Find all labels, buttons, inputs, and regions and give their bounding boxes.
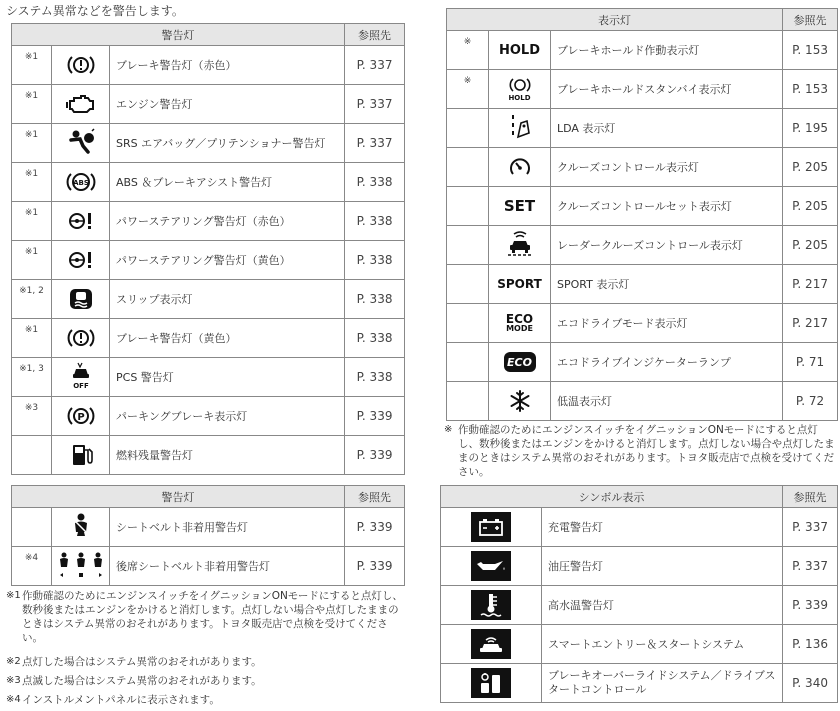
row-ref: P. 136 xyxy=(783,625,838,664)
row-desc: PCS 警告灯 xyxy=(110,358,345,397)
eco-mode-icon xyxy=(506,307,533,339)
row-mark: ※ xyxy=(447,70,489,109)
power-steering-icon xyxy=(66,206,96,236)
snowflake-icon xyxy=(508,386,532,416)
table-row xyxy=(441,508,838,547)
table-row xyxy=(447,31,838,70)
row-ref: P. 338 xyxy=(345,280,405,319)
row-desc: クルーズコントロールセット表示灯 xyxy=(551,187,783,226)
row-ref: P. 339 xyxy=(345,436,405,475)
hold-standby-label: HOLD xyxy=(508,94,531,102)
row-desc: 高水温警告灯 xyxy=(542,586,783,625)
row-ref: P. 339 xyxy=(783,586,838,625)
brake-warning-icon xyxy=(66,323,96,353)
set-icon: SET xyxy=(503,197,536,215)
row-mark xyxy=(12,508,52,547)
row-ref: P. 338 xyxy=(345,163,405,202)
row-mark xyxy=(447,265,489,304)
footnote-symbol: ※2 xyxy=(6,656,21,667)
table-row xyxy=(12,241,405,280)
table-header-title: 表示灯 xyxy=(447,9,783,31)
table-row xyxy=(12,46,405,85)
intro-text: システム異常などを警告します。 xyxy=(6,4,184,18)
row-ref: P. 338 xyxy=(345,202,405,241)
footnote-text: インストルメントパネルに表示されます。 xyxy=(22,694,220,706)
table-row xyxy=(447,265,838,304)
table-row xyxy=(447,304,838,343)
table-header-ref: 参照先 xyxy=(783,486,838,508)
srs-airbag-icon xyxy=(66,127,96,157)
table-row xyxy=(12,436,405,475)
table-header-ref: 参照先 xyxy=(345,486,405,508)
row-mark: ※1, 2 xyxy=(12,280,52,319)
table-header-ref: 参照先 xyxy=(783,9,838,31)
row-ref: P. 338 xyxy=(345,319,405,358)
footnote-text: 作動確認のためにエンジンスイッチをイグニッションONモードにすると点灯し、数秒後またはエンジンをかけると消灯します。点灯しない場合や点灯したままのときはシステム異常のおそれがあります。トヨタ販売店で点検を受けてください。 xyxy=(458,424,835,478)
row-mark: ※1, 3 xyxy=(12,358,52,397)
table-row xyxy=(12,397,405,436)
row-desc: SRS エアバッグ／プリテンショナー警告灯 xyxy=(110,124,345,163)
table-row xyxy=(447,343,838,382)
svg-text:OFF: OFF xyxy=(72,381,89,390)
coolant-temp-icon xyxy=(471,590,511,620)
table-row xyxy=(447,109,838,148)
row-desc: ブレーキ警告灯（赤色） xyxy=(110,46,345,85)
row-mark xyxy=(447,343,489,382)
sport-icon: SPORT xyxy=(497,277,542,291)
table-row xyxy=(12,319,405,358)
footnote-symbol: ※3 xyxy=(6,675,21,686)
row-ref: P. 153 xyxy=(783,31,838,70)
table-row xyxy=(12,280,405,319)
row-desc: ブレーキオーバーライドシステム／ドライブスタートコントロール xyxy=(542,664,783,703)
row-mark xyxy=(447,226,489,265)
row-mark: ※1 xyxy=(12,163,52,202)
row-ref: P. 71 xyxy=(783,343,838,382)
table-row xyxy=(447,226,838,265)
row-desc: 充電警告灯 xyxy=(542,508,783,547)
parking-brake-icon xyxy=(66,401,96,431)
row-ref: P. 337 xyxy=(783,547,838,586)
table-row xyxy=(12,124,405,163)
row-ref: P. 337 xyxy=(345,46,405,85)
row-mark: ※4 xyxy=(12,547,52,586)
table-row xyxy=(447,70,838,109)
row-desc: レーダークルーズコントロール表示灯 xyxy=(551,226,783,265)
row-desc: ブレーキホールド作動表示灯 xyxy=(551,31,783,70)
row-desc: パワーステアリング警告灯（赤色） xyxy=(110,202,345,241)
pcs-off-icon xyxy=(68,361,94,391)
cruise-control-icon xyxy=(508,152,532,182)
table-header-title: 警告灯 xyxy=(12,486,345,508)
row-desc: スマートエントリー＆スタートシステム xyxy=(542,625,783,664)
table-row xyxy=(441,586,838,625)
row-desc: パーキングブレーキ表示灯 xyxy=(110,397,345,436)
row-ref: P. 205 xyxy=(783,148,838,187)
footnote-3 xyxy=(6,674,404,688)
row-desc: 低温表示灯 xyxy=(551,382,783,421)
row-desc: シートベルト非着用警告灯 xyxy=(110,508,345,547)
svg-text:P: P xyxy=(76,411,85,423)
row-mark: ※1 xyxy=(12,319,52,358)
table-header-ref: 参照先 xyxy=(345,24,405,46)
row-ref: P. 217 xyxy=(783,304,838,343)
eco-indicator-icon: ECO xyxy=(504,352,536,372)
radar-cruise-icon xyxy=(505,229,535,259)
table-row xyxy=(441,547,838,586)
hold-icon: HOLD xyxy=(498,42,540,58)
row-mark xyxy=(447,187,489,226)
eco-mode-label: ECO xyxy=(505,312,534,326)
table-row xyxy=(441,664,838,703)
row-ref: P. 339 xyxy=(345,508,405,547)
footnote-symbol: ※ xyxy=(444,424,453,435)
row-desc: 燃料残量警告灯 xyxy=(110,436,345,475)
row-desc: パワーステアリング警告灯（黄色） xyxy=(110,241,345,280)
seatbelt-warning-table xyxy=(11,485,405,586)
footnote-text: 点滅した場合はシステム異常のおそれがあります。 xyxy=(22,675,262,687)
footnote-text: 点灯した場合はシステム異常のおそれがあります。 xyxy=(22,656,262,668)
row-ref: P. 337 xyxy=(345,85,405,124)
row-ref: P. 339 xyxy=(345,547,405,586)
footnote-4 xyxy=(6,693,404,707)
footnote-1 xyxy=(6,589,404,645)
table-row xyxy=(447,187,838,226)
smart-entry-icon xyxy=(471,629,511,659)
table-row xyxy=(12,508,405,547)
row-mark: ※1 xyxy=(12,46,52,85)
row-mark: ※1 xyxy=(12,85,52,124)
row-ref: P. 153 xyxy=(783,70,838,109)
table-row xyxy=(441,625,838,664)
table-row xyxy=(12,85,405,124)
row-ref: P. 205 xyxy=(783,187,838,226)
table-row xyxy=(12,163,405,202)
row-desc: 後席シートベルト非着用警告灯 xyxy=(110,547,345,586)
brake-warning-icon xyxy=(66,50,96,80)
row-desc: LDA 表示灯 xyxy=(551,109,783,148)
row-desc: クルーズコントロール表示灯 xyxy=(551,148,783,187)
slip-indicator-icon xyxy=(68,284,94,314)
indicator-light-table xyxy=(446,8,838,421)
table-header-title: 警告灯 xyxy=(12,24,345,46)
table-row xyxy=(12,358,405,397)
row-ref: P. 217 xyxy=(783,265,838,304)
row-mark: ※1 xyxy=(12,124,52,163)
footnote-symbol: ※1 xyxy=(6,590,21,601)
seatbelt-icon xyxy=(68,511,94,541)
fuel-icon xyxy=(68,440,94,470)
row-desc: エコドライブモード表示灯 xyxy=(551,304,783,343)
row-mark: ※1 xyxy=(12,202,52,241)
row-desc: スリップ表示灯 xyxy=(110,280,345,319)
row-mark xyxy=(447,148,489,187)
row-desc: ブレーキホールドスタンバイ表示灯 xyxy=(551,70,783,109)
brake-override-icon xyxy=(471,668,511,698)
row-mark xyxy=(447,109,489,148)
row-mark: ※1 xyxy=(12,241,52,280)
row-ref: P. 205 xyxy=(783,226,838,265)
row-desc: ABS ＆ブレーキアシスト警告灯 xyxy=(110,163,345,202)
row-mark: ※3 xyxy=(12,397,52,436)
row-desc: 油圧警告灯 xyxy=(542,547,783,586)
row-ref: P. 338 xyxy=(345,358,405,397)
hold-standby-icon xyxy=(508,72,530,106)
oil-pressure-icon xyxy=(471,551,511,581)
table-row xyxy=(447,382,838,421)
row-ref: P. 72 xyxy=(783,382,838,421)
row-ref: P. 340 xyxy=(783,664,838,703)
table-row xyxy=(12,547,405,586)
row-desc: ブレーキ警告灯（黄色） xyxy=(110,319,345,358)
table-header-title: シンボル表示 xyxy=(441,486,783,508)
lda-icon xyxy=(508,112,532,142)
warning-light-table xyxy=(11,23,405,475)
engine-warning-icon xyxy=(65,89,97,119)
row-mark xyxy=(447,304,489,343)
row-ref: P. 337 xyxy=(783,508,838,547)
row-ref: P. 339 xyxy=(345,397,405,436)
abs-icon xyxy=(65,167,97,197)
symbol-display-table xyxy=(440,485,838,703)
power-steering-icon xyxy=(66,245,96,275)
table-row xyxy=(12,202,405,241)
rear-seatbelt-icon xyxy=(55,550,107,580)
row-desc: エンジン警告灯 xyxy=(110,85,345,124)
row-mark xyxy=(447,382,489,421)
table-row xyxy=(447,148,838,187)
row-mark xyxy=(12,436,52,475)
eco-mode-sublabel: MODE xyxy=(506,324,533,333)
row-ref: P. 338 xyxy=(345,241,405,280)
row-ref: P. 195 xyxy=(783,109,838,148)
footnote-2 xyxy=(6,655,404,669)
svg-text:ABS: ABS xyxy=(72,178,89,187)
row-mark: ※ xyxy=(447,31,489,70)
battery-icon xyxy=(471,512,511,542)
row-ref: P. 337 xyxy=(345,124,405,163)
indicator-footnote xyxy=(444,423,838,479)
row-desc: エコドライブインジケーターランプ xyxy=(551,343,783,382)
row-desc: SPORT 表示灯 xyxy=(551,265,783,304)
footnote-symbol: ※4 xyxy=(6,694,21,705)
footnote-text: 作動確認のためにエンジンスイッチをイグニッションONモードにすると点灯し、数秒後またはエンジンをかけると消灯します。点灯しない場合や点灯したままのときはシステム異常のおそれがあります。トヨタ販売店で点検を受けてください。 xyxy=(22,590,403,644)
